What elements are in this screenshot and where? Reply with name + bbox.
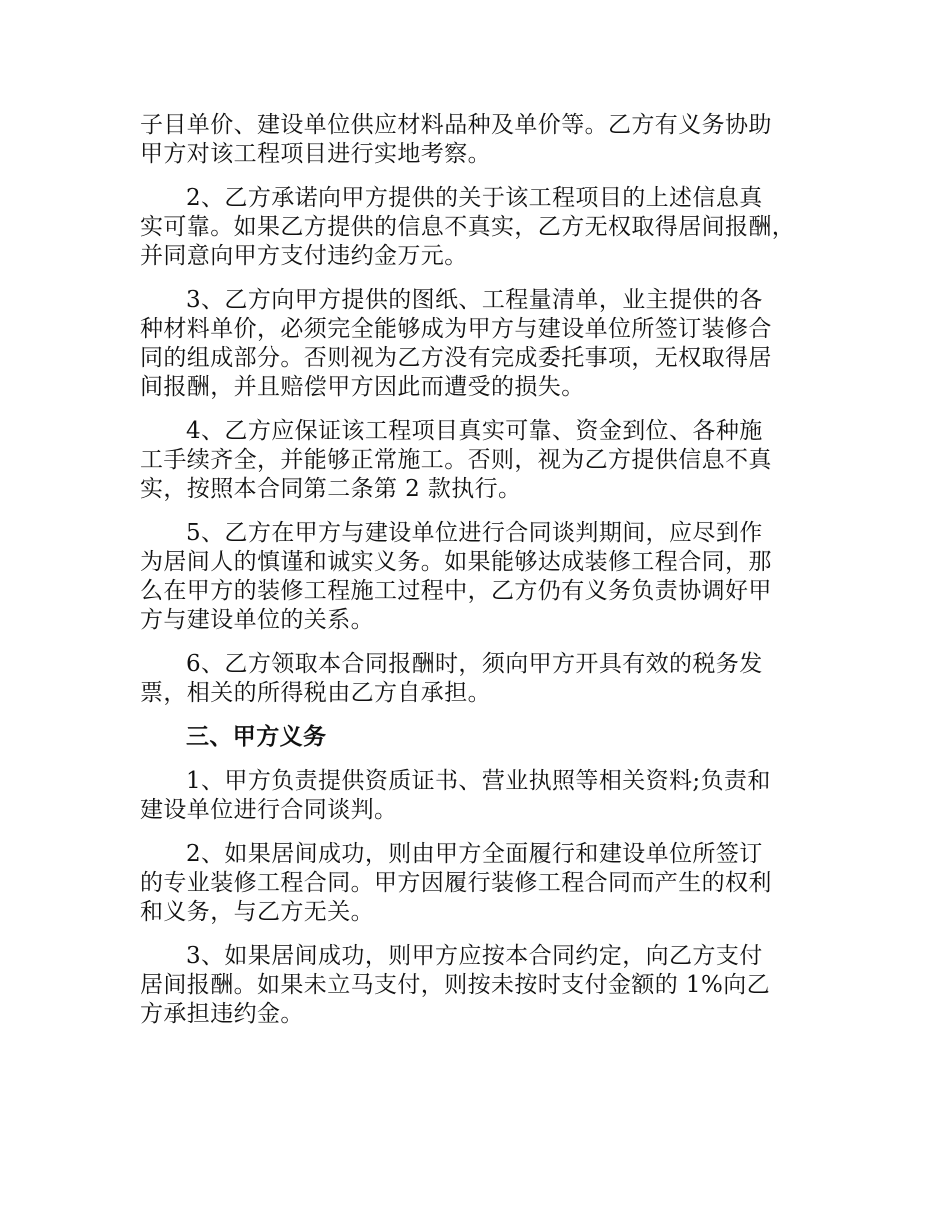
- text-line: 和义务，与乙方无关。: [140, 899, 374, 925]
- text-line: 同的组成部分。否则视为乙方没有完成委托事项，无权取得居: [140, 345, 772, 371]
- text-line: 为居间人的慎谨和诚实义务。如果能够达成装修工程合同，那: [140, 549, 772, 575]
- text-line: 子目单价、建设单位供应材料品种及单价等。乙方有义务协助: [140, 112, 772, 138]
- text-line: 方承担违约金。: [140, 1001, 304, 1027]
- text-line: 间报酬，并且赔偿甲方因此而遭受的损失。: [140, 374, 585, 400]
- section-heading-party-a-duties: [140, 723, 820, 752]
- paragraph-obligation-6: [140, 650, 820, 708]
- paragraph-obligation-5: [140, 519, 820, 635]
- text-line: 2、乙方承诺向甲方提供的关于该工程项目的上述信息真: [186, 185, 763, 211]
- text-line: 种材料单价，必须完全能够成为甲方与建设单位所签订装修合: [140, 316, 772, 342]
- paragraph-obligation-4: [140, 417, 820, 504]
- text-line: 3、如果居间成功，则甲方应按本合同约定，向乙方支付: [186, 943, 763, 969]
- text-line: 的专业装修工程合同。甲方因履行装修工程合同而产生的权利: [140, 870, 772, 896]
- section-heading: 三、甲方义务: [186, 724, 327, 750]
- text-line: 建设单位进行合同谈判。: [140, 797, 398, 823]
- paragraph-party-a-2: [140, 840, 820, 927]
- text-line: 实可靠。如果乙方提供的信息不真实，乙方无权取得居间报酬，: [140, 214, 796, 240]
- text-line: 2、如果居间成功，则由甲方全面履行和建设单位所签订: [186, 841, 763, 867]
- text-line: 居间报酬。如果未立马支付，则按未按时支付金额的 1%向乙: [140, 972, 770, 998]
- text-line: 实，按照本合同第二条第 2 款执行。: [140, 476, 522, 502]
- text-line: 4、乙方应保证该工程项目真实可靠、资金到位、各种施: [186, 418, 763, 444]
- paragraph-continuation: [140, 111, 820, 169]
- text-line: 票，相关的所得税由乙方自承担。: [140, 680, 491, 706]
- text-line: 工手续齐全，并能够正常施工。否则，视为乙方提供信息不真: [140, 447, 772, 473]
- text-line: 并同意向甲方支付违约金万元。: [140, 243, 468, 269]
- text-line: 1、甲方负责提供资质证书、营业执照等相关资料;负责和: [186, 768, 771, 794]
- paragraph-party-a-3: [140, 942, 820, 1029]
- text-line: 3、乙方向甲方提供的图纸、工程量清单，业主提供的各: [186, 287, 763, 313]
- paragraph-obligation-2: [140, 184, 820, 271]
- paragraph-obligation-3: [140, 286, 820, 402]
- text-line: 么在甲方的装修工程施工过程中，乙方仍有义务负责协调好甲: [140, 578, 772, 604]
- text-line: 方与建设单位的关系。: [140, 607, 374, 633]
- paragraph-party-a-1: [140, 767, 820, 825]
- text-line: 6、乙方领取本合同报酬时，须向甲方开具有效的税务发: [186, 651, 763, 677]
- text-line: 5、乙方在甲方与建设单位进行合同谈判期间，应尽到作: [186, 520, 763, 546]
- document-page: [140, 111, 820, 1044]
- text-line: 甲方对该工程项目进行实地考察。: [140, 141, 491, 167]
